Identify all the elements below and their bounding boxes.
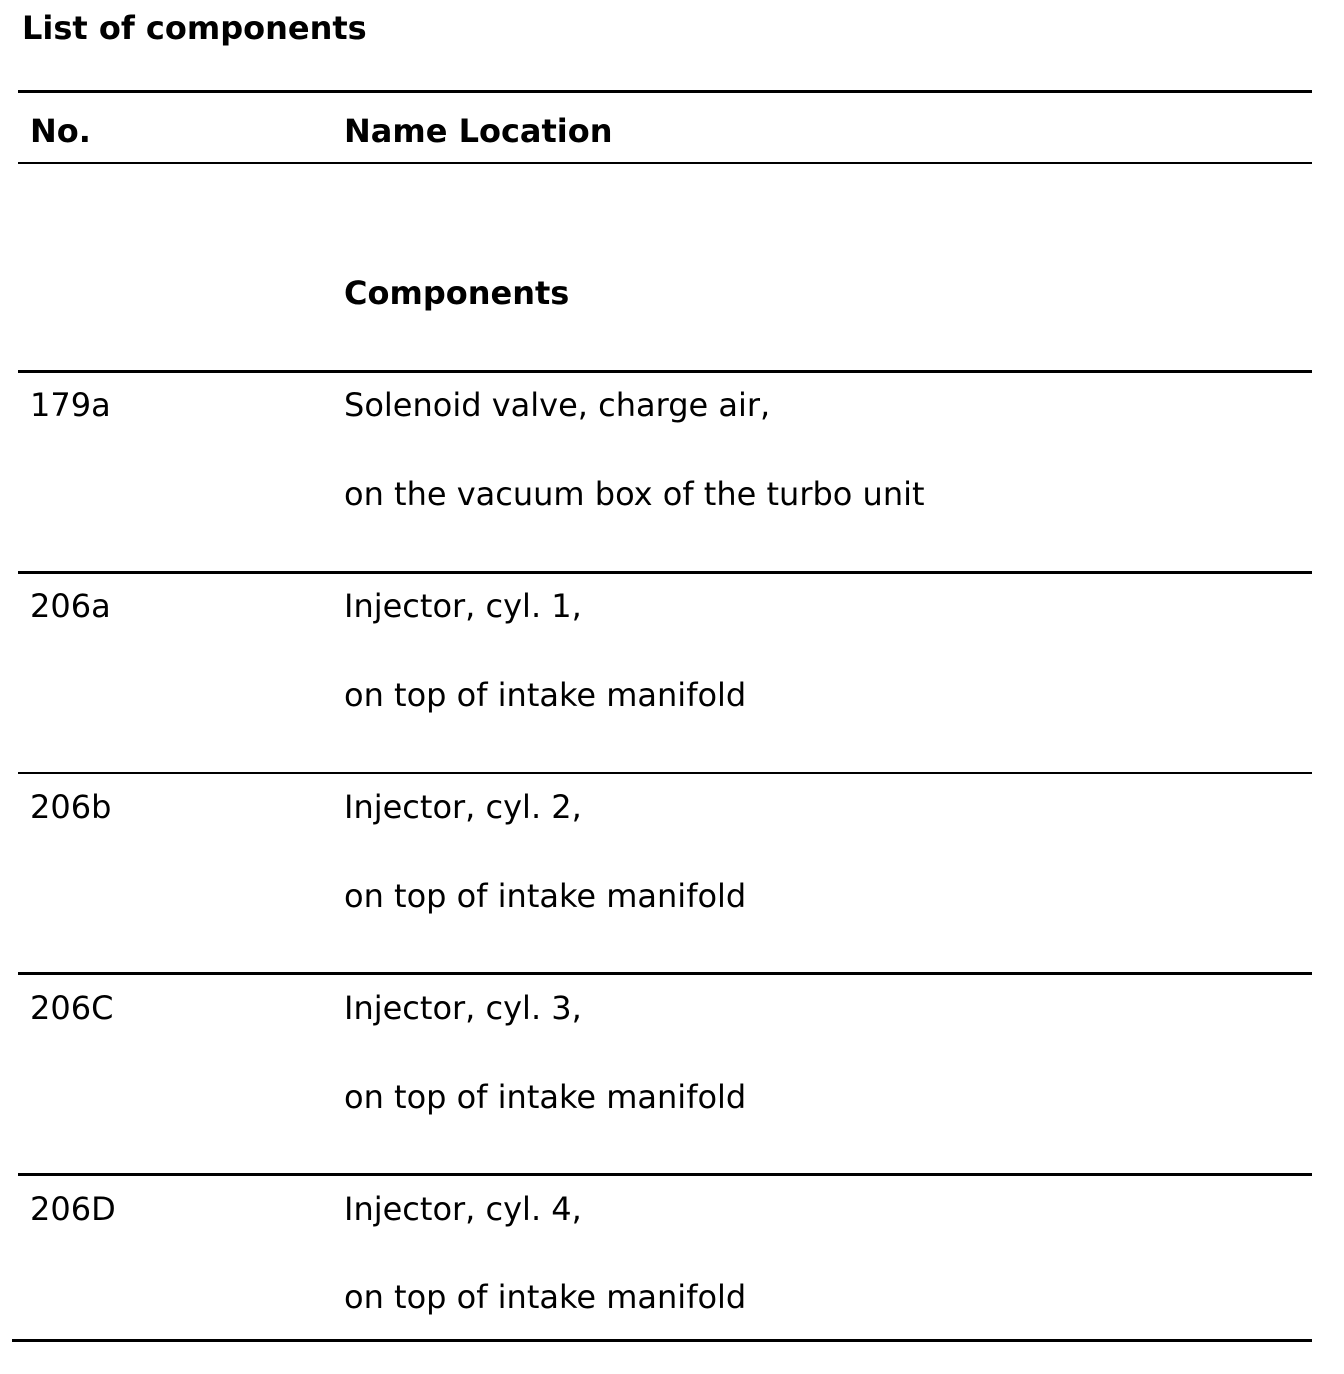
section-bottom-rule [18,370,1312,373]
header-no: No. [30,112,91,150]
row-divider [18,1173,1312,1176]
row-number: 206D [30,1190,116,1228]
row-number: 206C [30,989,114,1027]
row-number: 179a [30,386,111,424]
header-bottom-rule [18,162,1312,164]
row-divider [18,571,1312,574]
table-top-rule [18,90,1312,93]
row-name: Injector, cyl. 4, [344,1190,582,1228]
row-name: Injector, cyl. 2, [344,788,582,826]
row-location: on top of intake manifold [344,1278,747,1316]
row-divider [18,972,1312,975]
section-label: Components [344,274,570,312]
row-location: on top of intake manifold [344,1078,747,1116]
row-name: Injector, cyl. 3, [344,989,582,1027]
row-name: Solenoid valve, charge air, [344,386,771,424]
row-divider [18,772,1312,774]
header-name-location: Name Location [344,112,613,150]
table-bottom-rule [12,1339,1312,1342]
row-location: on top of intake manifold [344,877,747,915]
row-location: on top of intake manifold [344,676,747,714]
page-title: List of components [22,9,367,47]
row-number: 206a [30,587,111,625]
row-location: on the vacuum box of the turbo unit [344,475,925,513]
row-number: 206b [30,788,112,826]
row-name: Injector, cyl. 1, [344,587,582,625]
